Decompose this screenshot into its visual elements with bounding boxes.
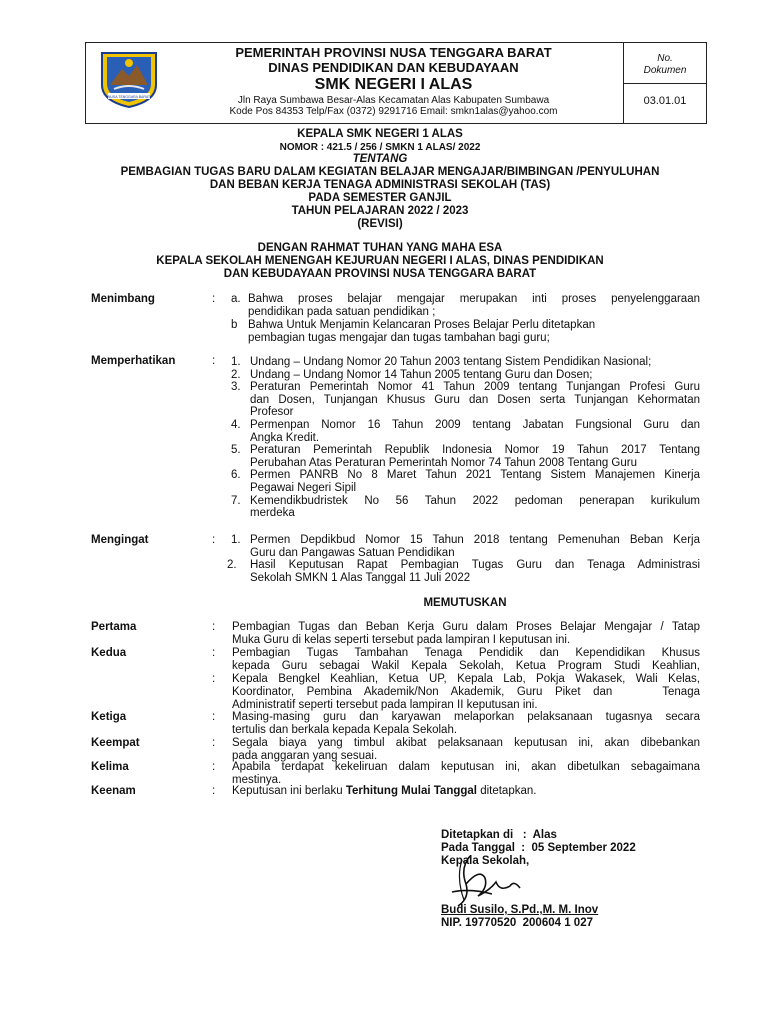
decree-title: PADA SEMESTER GANJIL: [308, 192, 452, 204]
list-item-line: Undang – Undang Nomor 14 Tahun 2005 tentang Guru dan Dosen;: [250, 368, 593, 381]
decision-label-ketiga: Ketiga: [91, 711, 127, 723]
province-emblem-icon: [94, 49, 164, 109]
school-address: Jln Raya Sumbawa Besar-Alas Kecamatan Alas Kabupaten Sumbawa: [237, 95, 550, 106]
signatory-nip: NIP. 19770520 200604 1 027: [441, 917, 593, 929]
doc-label: No. Dokumen: [643, 53, 687, 76]
decision-label-keenam: Keenam: [91, 785, 136, 797]
letterhead: [85, 42, 707, 124]
list-item-line: Kemendikbudristek No 56 Tahun 2022 pedoman penerapan kurikulum: [250, 494, 700, 507]
section-label-mengingat: Mengingat: [91, 534, 149, 546]
place-of-issue: Ditetapkan di : Alas: [441, 829, 557, 841]
school-name: SMK NEGERI I ALAS: [314, 76, 473, 93]
item-marker: b: [231, 319, 238, 331]
signatory-name: Budi Susilo, S.Pd.,M. M. Inov: [441, 904, 599, 916]
list-item-line: Permenpan Nomor 16 Tahun 2009 tentang Jabatan Fungsional Guru dan: [250, 419, 700, 431]
colon: :: [212, 785, 216, 797]
list-number: 2.: [227, 559, 237, 572]
decision-keenam: Keputusan ini berlaku Terhitung Mulai Tanggal ditetapkan.: [232, 785, 537, 797]
list-item-line: Undang – Undang Nomor 20 Tahun 2003 tentang Sistem Pendidikan Nasional;: [250, 356, 652, 368]
section-label-menimbang: Menimbang: [91, 293, 155, 305]
colon: :: [212, 761, 216, 773]
colon: :: [212, 711, 216, 723]
decision-label-kedua: Kedua: [91, 647, 127, 659]
list-item-line: Hasil Keputusan Rapat Pembagian Tugas Guru dan Tenaga Administrasi: [250, 559, 700, 572]
decision-label-pertama: Pertama: [91, 621, 137, 633]
decision-label-kelima: Kelima: [91, 761, 129, 773]
list-number: 2.: [231, 368, 241, 381]
list-item-line: Angka Kredit.: [250, 431, 320, 444]
signatory-role: Kepala Sekolah,: [441, 855, 530, 867]
menimbang-a: Bahwa proses belajar mengajar merupakan inti proses penyelenggaraan: [248, 293, 700, 305]
list-item-line: dan Dosen, Tunjangan Khusus Guru dan Dosen serta Tunjangan Kehormatan: [250, 393, 700, 406]
colon: :: [212, 534, 216, 546]
list-number: 5.: [231, 444, 241, 457]
list-number: 1.: [231, 534, 241, 546]
decree-title: DAN BEBAN KERJA TENAGA ADMINISTRASI SEKOLAH (TAS): [209, 179, 551, 191]
decision-kedua: Pembagian Tugas Tambahan Tenaga Pendidik dan Kependidikan Khusus kepada Guru sebagai Wakil Kepala Sekolah, Ketua Program Studi Keahlian, Kepala Bengkel Keahlian, Ketua UP, Kepala Lab, Pokja Wakasek, Wali Kelas, Koordinator, Pembina Akademik/Non Akademik, Guru Piket dan Tenaga Administratif seperti tersebut pada lampiran II keputusan ini.: [232, 647, 700, 711]
department-name: DINAS PENDIDIKAN DAN KEBUDAYAAN: [268, 60, 519, 75]
item-marker: a.: [231, 293, 241, 305]
list-item-line: Profesor: [250, 406, 294, 419]
issuer: KEPALA SMK NEGERI 1 ALAS: [297, 128, 463, 140]
decree-title: (REVISI): [357, 218, 403, 230]
list-item-line: Permen PANRB No 8 Maret Tahun 2021 Tentang Sistem Manajemen Kinerja: [250, 469, 700, 482]
list-item-line: Peraturan Pemerintah Republik Indonesia Nomor 19 Tahun 2017 Tentang: [250, 444, 700, 457]
colon: :: [212, 355, 216, 367]
decision-label-keempat: Keempat: [91, 737, 140, 749]
list-number: 4.: [231, 419, 241, 431]
colon: :: [212, 293, 216, 305]
school-contact: Kode Pos 84353 Telp/Fax (0372) 9291716 Email: smkn1alas@yahoo.com: [229, 106, 558, 117]
decision-ketiga: Masing-masing guru dan karyawan melaporkan pelaksanaan tugasnya secara tertulis dan berkala kepada Kepala Sekolah.: [232, 711, 700, 736]
header-divider: [623, 83, 706, 84]
opening: KEPALA SEKOLAH MENENGAH KEJURUAN NEGERI I ALAS, DINAS PENDIDIKAN: [156, 255, 604, 267]
decision-kelima: Apabila terdapat kekeliruan dalam keputusan ini, akan dibetulkan sebagaimana mestinya.: [232, 761, 700, 786]
list-number: 6.: [231, 469, 241, 482]
decision-keempat: Segala biaya yang timbul akibat pelaksanaan keputusan ini, akan dibebankan pada anggaran yang sesuai.: [232, 737, 700, 762]
doc-number: 03.01.01: [643, 95, 687, 107]
decision-pertama: Pembagian Tugas dan Beban Kerja Guru dalam Proses Belajar Mengajar / Tatap Muka Guru di kelas seperti tersebut pada lampiran I keputusan ini.: [232, 621, 700, 646]
colon: :: [212, 647, 216, 659]
opening: DAN KEBUDAYAAN PROVINSI NUSA TENGGARA BARAT: [223, 268, 537, 280]
list-item-line: merdeka: [250, 507, 295, 520]
list-item-line: Permen Depdikbud Nomor 15 Tahun 2018 tentang Pemenuhan Beban Kerja: [250, 534, 700, 546]
colon: :: [212, 621, 216, 633]
list-item-line: Guru dan Pangawas Satuan Pendidikan: [250, 546, 455, 559]
menimbang-b: pembagian tugas mengajar dan tugas tambahan bagi guru;: [248, 332, 550, 344]
svg-text:NUSA TENGGARA BARAT: NUSA TENGGARA BARAT: [107, 95, 151, 99]
list-item-line: Perubahan Atas Peraturan Pemerintah Nomor 74 Tahun 2008 Tentang Guru: [250, 456, 638, 469]
colon: :: [212, 673, 216, 685]
decree-title: PEMBAGIAN TUGAS BARU DALAM KEGIATAN BELAJAR MENGAJAR/BIMBINGAN /PENYULUHAN: [120, 166, 660, 178]
list-number: 1.: [231, 356, 241, 368]
menimbang-b: Bahwa Untuk Menjamin Kelancaran Proses Belajar Perlu ditetapkan: [248, 319, 596, 331]
memutuskan-heading: MEMUTUSKAN: [423, 597, 507, 609]
list-number: 3.: [231, 381, 241, 394]
list-item-line: Sekolah SMKN 1 Alas Tanggal 11 Juli 2022: [250, 571, 471, 584]
list-item-line: Pegawai Negeri Sipil: [250, 482, 357, 494]
menimbang-a: pendidikan pada satuan pendidikan ;: [248, 306, 436, 318]
date-of-issue: Pada Tanggal : 05 September 2022: [441, 842, 636, 854]
colon: :: [212, 737, 216, 749]
opening: DENGAN RAHMAT TUHAN YANG MAHA ESA: [257, 242, 503, 254]
decree-number: NOMOR : 421.5 / 256 / SMKN 1 ALAS/ 2022: [279, 142, 481, 153]
government-name: PEMERINTAH PROVINSI NUSA TENGGARA BARAT: [235, 45, 552, 60]
decree-title: TAHUN PELAJARAN 2022 / 2023: [291, 205, 469, 217]
list-number: 7.: [231, 494, 241, 507]
tentang-label: TENTANG: [352, 153, 408, 165]
section-label-memperhatikan: Memperhatikan: [91, 355, 176, 367]
list-item-line: Peraturan Pemerintah Nomor 41 Tahun 2009 tentang Tunjangan Profesi Guru: [250, 381, 700, 394]
